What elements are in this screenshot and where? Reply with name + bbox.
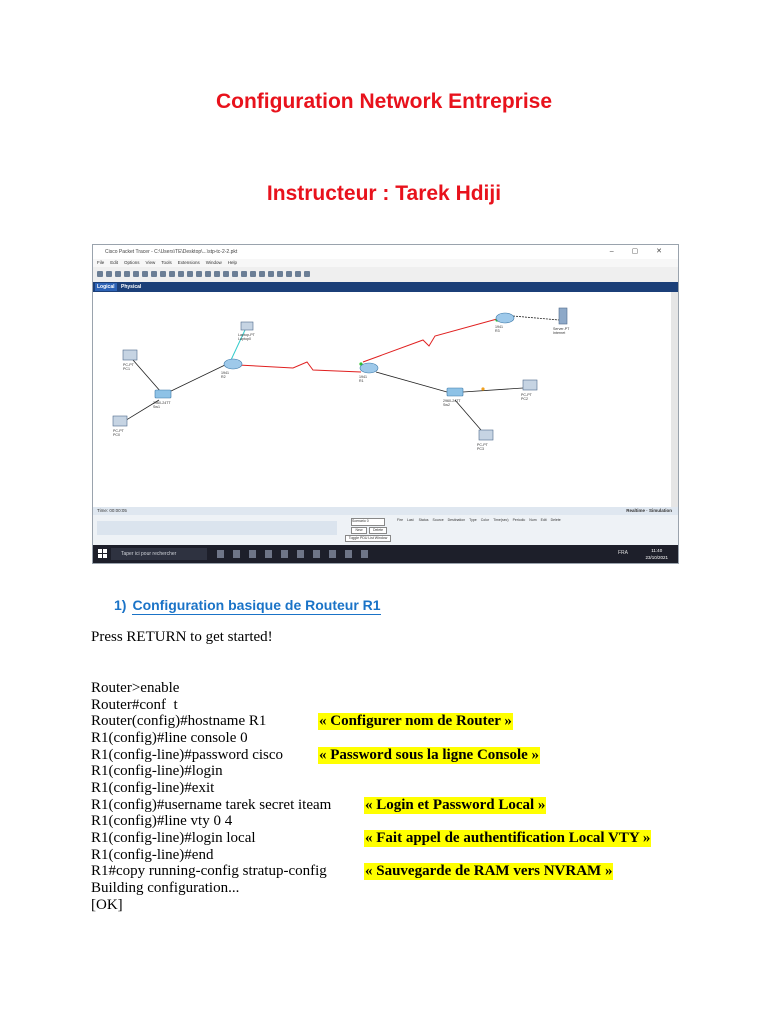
console-line: Router>enable xyxy=(91,680,180,696)
realtime-mode[interactable]: Realtime · Simulation xyxy=(626,508,672,513)
topology-canvas[interactable] xyxy=(93,292,671,507)
toolbar-icon[interactable] xyxy=(295,271,301,277)
console-line: R1(config-line)#end xyxy=(91,847,214,863)
canvas-scrollbar[interactable] xyxy=(671,292,678,507)
console-intro: Press RETURN to get started! xyxy=(91,629,273,645)
menu-item-tools[interactable]: Tools xyxy=(161,260,172,265)
taskbar-lang[interactable]: FRA xyxy=(618,550,628,556)
taskbar-apps[interactable] xyxy=(217,550,377,558)
console-line: R1(config-line)#exit xyxy=(91,780,215,796)
device-label-r1: 1941 R1 xyxy=(359,375,367,383)
device-label-r3: 1941 R3 xyxy=(495,325,503,333)
console-line: R1(config-line)#login xyxy=(91,763,223,779)
menu-item-options[interactable]: Options xyxy=(124,260,140,265)
document-title: Configuration Network Entreprise xyxy=(215,90,553,113)
pdu-column-header: Last Status xyxy=(407,518,429,522)
workspace-tabs xyxy=(93,282,678,292)
taskbar-clock[interactable]: 11:40 23/10/2021 xyxy=(645,548,668,560)
toolbar-icon[interactable] xyxy=(115,271,121,277)
window-title: Cisco Packet Tracer - C:\Users\TE\Desktop\...\stp-tc-2-2.pkt xyxy=(105,249,238,255)
toolbar-icon[interactable] xyxy=(124,271,130,277)
menu-item-window[interactable]: Window xyxy=(205,260,222,265)
tab-physical[interactable]: Physical xyxy=(121,284,142,290)
instructor-name: Instructeur : Tarek Hdiji xyxy=(266,182,502,205)
pdu-column-header: Source xyxy=(432,518,444,522)
console-line: Router#conf t xyxy=(91,697,178,713)
pdu-column-header: Num xyxy=(529,518,537,522)
section-heading xyxy=(114,597,381,613)
console-line: R1(config)#line console 0 xyxy=(91,730,248,746)
device-panel[interactable] xyxy=(93,515,678,545)
device-icons xyxy=(97,521,337,535)
toolbar[interactable] xyxy=(93,267,678,282)
device-label-sw2: 2960-24TT Sw2 xyxy=(443,399,461,407)
pc1-icon xyxy=(123,350,137,360)
toolbar-icon[interactable] xyxy=(232,271,238,277)
delete-scenario-button[interactable]: Delete xyxy=(369,527,387,534)
router-r2-icon xyxy=(224,359,242,369)
console-line: R1(config-line)#login local xyxy=(91,830,256,846)
window-titlebar xyxy=(93,245,678,259)
console-line: Router(config)#hostname R1 xyxy=(91,713,267,729)
note-hostname: « Configurer nom de Router » xyxy=(319,713,512,729)
toolbar-icon[interactable] xyxy=(286,271,292,277)
pdu-column-header: Edit xyxy=(540,518,547,522)
tab-logical[interactable]: Logical xyxy=(97,284,115,290)
router-r1-icon xyxy=(360,363,378,373)
pc0-icon xyxy=(113,416,127,426)
note-vty-auth: « Fait appel de authentification Local VTY » xyxy=(365,830,651,846)
toolbar-icon[interactable] xyxy=(97,271,103,277)
device-label-laptop: Laptop-PT Laptop0 xyxy=(238,333,255,341)
toolbar-icon[interactable] xyxy=(241,271,247,277)
link-r3-server xyxy=(513,316,559,320)
pc2-icon xyxy=(523,380,537,390)
console-line: R1(config)#line vty 0 4 xyxy=(91,813,233,829)
new-scenario-button[interactable]: New xyxy=(351,527,367,534)
section-title: Configuration basique de Routeur R1 xyxy=(132,597,381,613)
device-label-pc1: PC-PT PC1 xyxy=(123,363,134,371)
toggle-pdu-button[interactable]: Toggle PDU List Window xyxy=(345,535,391,542)
menu-item-file[interactable]: File xyxy=(97,260,105,265)
toolbar-icon[interactable] xyxy=(160,271,166,277)
toolbar-icon[interactable] xyxy=(196,271,202,277)
link-sw2-pc2 xyxy=(463,388,523,392)
note-save-config: « Sauvegarde de RAM vers NVRAM » xyxy=(365,863,613,879)
toolbar-icon[interactable] xyxy=(151,271,157,277)
pdu-column-header: Periodic xyxy=(512,518,526,522)
console-line: R1(config)#username tarek secret iteam xyxy=(91,797,332,813)
link-sw2-pc3 xyxy=(455,400,481,430)
link-sw1-r2 xyxy=(169,365,225,392)
toolbar-icon[interactable] xyxy=(142,271,148,277)
device-label-pc2: PC-PT PC2 xyxy=(521,393,532,401)
link-dot xyxy=(481,387,484,390)
pdu-column-header: Delete xyxy=(550,518,561,522)
window-controls[interactable]: – ▢ ✕ xyxy=(609,248,670,255)
toolbar-icon[interactable] xyxy=(187,271,193,277)
console-line: R1#copy running-config stratup-config xyxy=(91,863,327,879)
section-number: 1) xyxy=(114,597,127,613)
device-label-pc3: PC-PT PC3 xyxy=(477,443,488,451)
toolbar-icon[interactable] xyxy=(205,271,211,277)
laptop-icon xyxy=(241,322,253,330)
toolbar-icon[interactable] xyxy=(304,271,310,277)
menu-bar[interactable] xyxy=(93,259,678,267)
note-console-password: « Password sous la ligne Console » xyxy=(319,747,540,763)
pdu-column-header: Destination xyxy=(447,518,466,522)
toolbar-icon[interactable] xyxy=(223,271,229,277)
menu-item-extensions[interactable]: Extensions xyxy=(177,260,200,265)
menu-item-edit[interactable]: Edit xyxy=(110,260,119,265)
pdu-column-header: Fire xyxy=(397,518,404,522)
link-pc1-sw1 xyxy=(133,360,161,392)
device-label-server: Server-PT Internet xyxy=(553,327,570,335)
toolbar-icon[interactable] xyxy=(106,271,112,277)
toolbar-icon[interactable] xyxy=(214,271,220,277)
device-label-pc0: PC-PT PC0 xyxy=(113,429,124,437)
pdu-column-header: Color xyxy=(480,518,490,522)
toolbar-icon[interactable] xyxy=(268,271,274,277)
note-local-login: « Login et Password Local » xyxy=(365,797,546,813)
packet-tracer-screenshot xyxy=(92,244,679,564)
pdu-column-headers xyxy=(397,518,657,524)
router-r3-icon xyxy=(496,313,514,323)
toolbar-icon[interactable] xyxy=(277,271,283,277)
taskbar-search-box[interactable]: Taper ici pour rechercher xyxy=(111,548,207,560)
pdu-column-header: Type xyxy=(469,518,477,522)
device-label-r2: 1941 R2 xyxy=(221,371,229,379)
pdu-column-header: Time(sec) xyxy=(493,518,509,522)
toolbar-icon[interactable] xyxy=(250,271,256,277)
scenario-select[interactable]: Scenario 0 xyxy=(351,518,385,526)
pc3-icon xyxy=(479,430,493,440)
server-icon xyxy=(559,308,567,324)
link-r1-sw2 xyxy=(376,372,447,392)
link-r1-r3-serial xyxy=(363,319,497,362)
link-r2-r1-serial xyxy=(238,362,361,372)
device-label-sw1: 2960-24TT Sw1 xyxy=(153,401,171,409)
console-line: Building configuration... xyxy=(91,880,240,896)
toolbar-icon[interactable] xyxy=(259,271,265,277)
windows-taskbar xyxy=(93,545,678,563)
toolbar-icon[interactable] xyxy=(169,271,175,277)
menu-item-view[interactable]: View xyxy=(145,260,156,265)
console-line: R1(config-line)#password cisco xyxy=(91,747,284,763)
switch-sw2-icon xyxy=(447,388,463,396)
console-line: [OK] xyxy=(91,897,123,913)
menu-item-help[interactable]: Help xyxy=(227,260,238,265)
toolbar-icon[interactable] xyxy=(178,271,184,277)
sim-time: Time: 00:00:05 xyxy=(97,508,127,513)
windows-start-icon[interactable] xyxy=(98,549,107,558)
switch-sw1-icon xyxy=(155,390,171,398)
simulation-statusbar xyxy=(93,507,678,515)
toolbar-icon[interactable] xyxy=(133,271,139,277)
